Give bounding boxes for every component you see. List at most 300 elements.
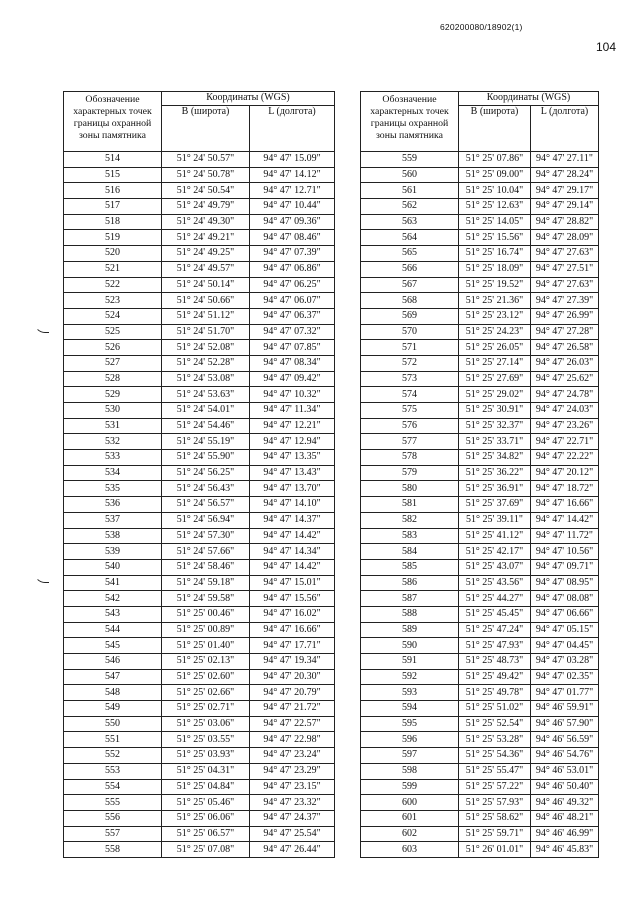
latitude-cell: 51° 24' 56.57" (162, 497, 250, 513)
table-row (64, 418, 335, 434)
longitude-cell: 94° 47' 28.82" (531, 214, 599, 230)
longitude-cell: 94° 47' 15.01" (250, 575, 335, 591)
longitude-cell: 94° 47' 14.12" (250, 167, 335, 183)
table-row (361, 748, 599, 764)
point-id-cell: 593 (361, 685, 459, 701)
latitude-cell: 51° 25' 00.89" (162, 622, 250, 638)
longitude-cell: 94° 47' 29.17" (531, 183, 599, 199)
table-row (64, 622, 335, 638)
point-id-cell: 546 (64, 654, 162, 670)
table-row (361, 795, 599, 811)
latitude-cell: 51° 25' 02.66" (162, 685, 250, 701)
point-id-cell: 539 (64, 544, 162, 560)
table-row (64, 497, 335, 513)
point-id-cell: 594 (361, 701, 459, 717)
point-id-cell: 540 (64, 559, 162, 575)
table-row (361, 701, 599, 717)
longitude-cell: 94° 47' 14.42" (250, 559, 335, 575)
latitude-cell: 51° 25' 01.40" (162, 638, 250, 654)
point-id-cell: 590 (361, 638, 459, 654)
point-id-cell: 551 (64, 732, 162, 748)
table-row (64, 199, 335, 215)
table-row (361, 465, 599, 481)
longitude-cell: 94° 47' 14.34" (250, 544, 335, 560)
latitude-cell: 51° 25' 04.31" (162, 763, 250, 779)
latitude-cell: 51° 25' 36.22" (459, 465, 531, 481)
longitude-cell: 94° 47' 12.21" (250, 418, 335, 434)
point-id-cell: 538 (64, 528, 162, 544)
table-row (361, 497, 599, 513)
point-id-cell: 592 (361, 669, 459, 685)
latitude-cell: 51° 25' 44.27" (459, 591, 531, 607)
point-id-cell: 517 (64, 199, 162, 215)
table-row (361, 606, 599, 622)
point-id-cell: 534 (64, 465, 162, 481)
longitude-cell: 94° 47' 27.51" (531, 261, 599, 277)
table-row (361, 842, 599, 858)
latitude-cell: 51° 24' 53.08" (162, 371, 250, 387)
point-id-cell: 561 (361, 183, 459, 199)
latitude-cell: 51° 24' 49.57" (162, 261, 250, 277)
longitude-cell: 94° 46' 45.83" (531, 842, 599, 858)
latitude-cell: 51° 24' 56.43" (162, 481, 250, 497)
longitude-cell: 94° 47' 13.43" (250, 465, 335, 481)
longitude-cell: 94° 46' 48.21" (531, 810, 599, 826)
latitude-cell: 51° 25' 06.57" (162, 826, 250, 842)
table-row (361, 434, 599, 450)
longitude-cell: 94° 47' 02.35" (531, 669, 599, 685)
point-id-cell: 560 (361, 167, 459, 183)
point-id-cell: 532 (64, 434, 162, 450)
latitude-cell: 51° 25' 09.00" (459, 167, 531, 183)
longitude-cell: 94° 47' 28.09" (531, 230, 599, 246)
point-id-cell: 600 (361, 795, 459, 811)
point-id-cell: 556 (64, 810, 162, 826)
latitude-cell: 51° 25' 02.60" (162, 669, 250, 685)
longitude-cell: 94° 47' 09.42" (250, 371, 335, 387)
latitude-cell: 51° 25' 18.09" (459, 261, 531, 277)
point-id-cell: 547 (64, 669, 162, 685)
longitude-cell: 94° 47' 14.37" (250, 512, 335, 528)
point-id-cell: 585 (361, 559, 459, 575)
table-row (64, 544, 335, 560)
latitude-cell: 51° 25' 15.56" (459, 230, 531, 246)
table-row (64, 387, 335, 403)
point-id-cell: 602 (361, 826, 459, 842)
point-id-cell: 587 (361, 591, 459, 607)
table-row (361, 277, 599, 293)
point-id-cell: 576 (361, 418, 459, 434)
latitude-cell: 51° 25' 16.74" (459, 246, 531, 262)
table-row (64, 701, 335, 717)
longitude-cell: 94° 47' 10.56" (531, 544, 599, 560)
page-number: 104 (596, 40, 617, 54)
point-id-cell: 549 (64, 701, 162, 717)
point-label-header: Обозначение характерных точек границы охранной зоны памятника (361, 92, 459, 152)
point-id-cell: 555 (64, 795, 162, 811)
point-id-cell: 597 (361, 748, 459, 764)
point-id-cell: 548 (64, 685, 162, 701)
longitude-cell: 94° 47' 14.42" (250, 528, 335, 544)
longitude-cell: 94° 47' 23.29" (250, 763, 335, 779)
table-row (361, 308, 599, 324)
longitude-cell: 94° 47' 21.72" (250, 701, 335, 717)
longitude-cell: 94° 47' 15.56" (250, 591, 335, 607)
table-row (64, 434, 335, 450)
point-id-cell: 603 (361, 842, 459, 858)
latitude-cell: 51° 25' 57.22" (459, 779, 531, 795)
longitude-cell: 94° 47' 25.62" (531, 371, 599, 387)
longitude-cell: 94° 47' 04.45" (531, 638, 599, 654)
table-row (361, 669, 599, 685)
point-id-cell: 544 (64, 622, 162, 638)
latitude-cell: 51° 25' 02.71" (162, 701, 250, 717)
point-id-cell: 525 (64, 324, 162, 340)
longitude-cell: 94° 47' 27.63" (531, 277, 599, 293)
table-row (361, 183, 599, 199)
point-id-cell: 541 (64, 575, 162, 591)
table-row (361, 246, 599, 262)
latitude-cell: 51° 25' 21.36" (459, 293, 531, 309)
table-row (64, 183, 335, 199)
coordinates-table-left (63, 91, 335, 858)
latitude-cell: 51° 24' 51.12" (162, 308, 250, 324)
table-row (361, 450, 599, 466)
table-row (64, 559, 335, 575)
point-id-cell: 581 (361, 497, 459, 513)
point-id-cell: 588 (361, 606, 459, 622)
point-id-cell: 535 (64, 481, 162, 497)
table-row (64, 230, 335, 246)
longitude-cell: 94° 47' 07.39" (250, 246, 335, 262)
point-id-cell: 543 (64, 606, 162, 622)
table-row (64, 591, 335, 607)
latitude-cell: 51° 25' 52.54" (459, 716, 531, 732)
longitude-cell: 94° 47' 20.12" (531, 465, 599, 481)
longitude-cell: 94° 47' 11.72" (531, 528, 599, 544)
table-row (64, 606, 335, 622)
point-id-cell: 526 (64, 340, 162, 356)
latitude-cell: 51° 24' 53.63" (162, 387, 250, 403)
table-row (361, 559, 599, 575)
document-id: 620200080/18902(1) (440, 22, 523, 32)
longitude-cell: 94° 47' 23.24" (250, 748, 335, 764)
longitude-cell: 94° 46' 53.01" (531, 763, 599, 779)
table-row (64, 308, 335, 324)
longitude-cell: 94° 47' 26.44" (250, 842, 335, 858)
latitude-cell: 51° 25' 30.91" (459, 403, 531, 419)
longitude-cell: 94° 47' 22.57" (250, 716, 335, 732)
table-body-right (361, 152, 599, 858)
longitude-cell: 94° 47' 05.15" (531, 622, 599, 638)
latitude-cell: 51° 24' 52.08" (162, 340, 250, 356)
latitude-cell: 51° 25' 26.05" (459, 340, 531, 356)
latitude-cell: 51° 25' 58.62" (459, 810, 531, 826)
latitude-cell: 51° 25' 19.52" (459, 277, 531, 293)
latitude-cell: 51° 25' 55.47" (459, 763, 531, 779)
table-row (64, 669, 335, 685)
table-row (64, 481, 335, 497)
longitude-cell: 94° 47' 22.98" (250, 732, 335, 748)
table-row (361, 230, 599, 246)
latitude-cell: 51° 25' 53.28" (459, 732, 531, 748)
latitude-header: B (широта) (162, 105, 250, 151)
longitude-cell: 94° 47' 26.58" (531, 340, 599, 356)
point-id-cell: 515 (64, 167, 162, 183)
longitude-header: L (долгота) (250, 105, 335, 151)
table-row (361, 167, 599, 183)
point-id-cell: 573 (361, 371, 459, 387)
latitude-cell: 51° 24' 56.94" (162, 512, 250, 528)
margin-mark (34, 322, 49, 333)
latitude-cell: 51° 24' 52.28" (162, 355, 250, 371)
table-row (361, 512, 599, 528)
latitude-cell: 51° 24' 56.25" (162, 465, 250, 481)
latitude-cell: 51° 25' 00.46" (162, 606, 250, 622)
longitude-cell: 94° 46' 46.99" (531, 826, 599, 842)
longitude-cell: 94° 47' 20.79" (250, 685, 335, 701)
point-id-cell: 514 (64, 152, 162, 168)
table-row (361, 779, 599, 795)
longitude-cell: 94° 46' 49.32" (531, 795, 599, 811)
point-id-cell: 522 (64, 277, 162, 293)
point-id-cell: 572 (361, 355, 459, 371)
longitude-cell: 94° 47' 17.71" (250, 638, 335, 654)
point-id-cell: 570 (361, 324, 459, 340)
table-row (64, 763, 335, 779)
latitude-cell: 51° 25' 03.55" (162, 732, 250, 748)
point-id-cell: 521 (64, 261, 162, 277)
table-row (64, 638, 335, 654)
point-id-cell: 516 (64, 183, 162, 199)
latitude-cell: 51° 25' 14.05" (459, 214, 531, 230)
table-row (64, 450, 335, 466)
point-id-cell: 568 (361, 293, 459, 309)
table-row (361, 810, 599, 826)
latitude-cell: 51° 24' 54.46" (162, 418, 250, 434)
table-row (64, 403, 335, 419)
latitude-cell: 51° 25' 36.91" (459, 481, 531, 497)
latitude-cell: 51° 25' 43.07" (459, 559, 531, 575)
longitude-cell: 94° 47' 22.71" (531, 434, 599, 450)
longitude-cell: 94° 47' 16.66" (531, 497, 599, 513)
point-id-cell: 542 (64, 591, 162, 607)
longitude-cell: 94° 47' 06.07" (250, 293, 335, 309)
longitude-cell: 94° 47' 13.70" (250, 481, 335, 497)
longitude-cell: 94° 47' 07.32" (250, 324, 335, 340)
point-id-cell: 554 (64, 779, 162, 795)
point-id-cell: 578 (361, 450, 459, 466)
point-id-cell: 596 (361, 732, 459, 748)
table-row (64, 261, 335, 277)
latitude-cell: 51° 25' 03.93" (162, 748, 250, 764)
table-row (361, 387, 599, 403)
table-row (361, 654, 599, 670)
latitude-cell: 51° 25' 07.86" (459, 152, 531, 168)
point-id-cell: 601 (361, 810, 459, 826)
table-row (361, 622, 599, 638)
longitude-cell: 94° 47' 14.42" (531, 512, 599, 528)
longitude-cell: 94° 47' 18.72" (531, 481, 599, 497)
point-id-cell: 528 (64, 371, 162, 387)
table-row (64, 716, 335, 732)
table-row (64, 340, 335, 356)
latitude-cell: 51° 24' 51.70" (162, 324, 250, 340)
table-row (361, 481, 599, 497)
longitude-cell: 94° 46' 57.90" (531, 716, 599, 732)
latitude-cell: 51° 25' 49.42" (459, 669, 531, 685)
table-row (64, 795, 335, 811)
latitude-cell: 51° 25' 06.06" (162, 810, 250, 826)
latitude-cell: 51° 24' 54.01" (162, 403, 250, 419)
table-row (64, 528, 335, 544)
latitude-cell: 51° 25' 37.69" (459, 497, 531, 513)
table-row (361, 544, 599, 560)
table-row (361, 214, 599, 230)
point-id-cell: 559 (361, 152, 459, 168)
point-id-cell: 564 (361, 230, 459, 246)
latitude-cell: 51° 25' 02.13" (162, 654, 250, 670)
longitude-cell: 94° 47' 07.85" (250, 340, 335, 356)
longitude-cell: 94° 47' 24.03" (531, 403, 599, 419)
longitude-cell: 94° 47' 08.08" (531, 591, 599, 607)
table-row (361, 528, 599, 544)
longitude-cell: 94° 47' 27.28" (531, 324, 599, 340)
latitude-cell: 51° 24' 49.30" (162, 214, 250, 230)
table-row (64, 826, 335, 842)
longitude-cell: 94° 47' 09.36" (250, 214, 335, 230)
latitude-cell: 51° 25' 49.78" (459, 685, 531, 701)
longitude-cell: 94° 47' 08.46" (250, 230, 335, 246)
table-row (64, 748, 335, 764)
longitude-cell: 94° 47' 01.77" (531, 685, 599, 701)
coordinates-group-header: Координаты (WGS) (162, 92, 335, 106)
latitude-cell: 51° 24' 49.21" (162, 230, 250, 246)
table-row (64, 685, 335, 701)
latitude-cell: 51° 25' 10.04" (459, 183, 531, 199)
table-row (64, 779, 335, 795)
longitude-cell: 94° 47' 15.09" (250, 152, 335, 168)
point-id-cell: 591 (361, 654, 459, 670)
table-row (361, 826, 599, 842)
latitude-cell: 51° 24' 49.79" (162, 199, 250, 215)
latitude-cell: 51° 24' 57.30" (162, 528, 250, 544)
latitude-cell: 51° 25' 47.93" (459, 638, 531, 654)
table-row (64, 654, 335, 670)
longitude-cell: 94° 47' 23.26" (531, 418, 599, 434)
table-row (361, 403, 599, 419)
table-row (64, 246, 335, 262)
table-row (361, 199, 599, 215)
point-id-cell: 589 (361, 622, 459, 638)
table-row (361, 371, 599, 387)
longitude-cell: 94° 47' 28.24" (531, 167, 599, 183)
longitude-cell: 94° 47' 26.03" (531, 355, 599, 371)
table-row (64, 152, 335, 168)
point-id-cell: 558 (64, 842, 162, 858)
table-row (64, 324, 335, 340)
point-id-cell: 518 (64, 214, 162, 230)
latitude-cell: 51° 24' 50.57" (162, 152, 250, 168)
point-id-cell: 537 (64, 512, 162, 528)
longitude-cell: 94° 47' 16.66" (250, 622, 335, 638)
longitude-cell: 94° 47' 23.15" (250, 779, 335, 795)
point-label-header: Обозначение характерных точек границы охранной зоны памятника (64, 92, 162, 152)
table-row (361, 324, 599, 340)
point-id-cell: 582 (361, 512, 459, 528)
latitude-cell: 51° 25' 47.24" (459, 622, 531, 638)
margin-mark (34, 572, 49, 583)
longitude-cell: 94° 46' 54.76" (531, 748, 599, 764)
longitude-cell: 94° 46' 56.59" (531, 732, 599, 748)
longitude-cell: 94° 47' 13.35" (250, 450, 335, 466)
longitude-cell: 94° 47' 08.34" (250, 355, 335, 371)
point-id-cell: 598 (361, 763, 459, 779)
table-row (64, 732, 335, 748)
table-row (361, 261, 599, 277)
longitude-cell: 94° 47' 03.28" (531, 654, 599, 670)
longitude-cell: 94° 47' 27.63" (531, 246, 599, 262)
longitude-cell: 94° 47' 12.94" (250, 434, 335, 450)
longitude-cell: 94° 47' 10.44" (250, 199, 335, 215)
latitude-cell: 51° 25' 32.37" (459, 418, 531, 434)
longitude-cell: 94° 47' 27.11" (531, 152, 599, 168)
longitude-header: L (долгота) (531, 105, 599, 151)
table-row (361, 732, 599, 748)
latitude-cell: 51° 24' 55.19" (162, 434, 250, 450)
latitude-cell: 51° 24' 49.25" (162, 246, 250, 262)
table-body-left (64, 152, 335, 858)
point-id-cell: 566 (361, 261, 459, 277)
longitude-cell: 94° 47' 16.02" (250, 606, 335, 622)
point-id-cell: 577 (361, 434, 459, 450)
point-id-cell: 569 (361, 308, 459, 324)
latitude-cell: 51° 25' 23.12" (459, 308, 531, 324)
latitude-cell: 51° 25' 48.73" (459, 654, 531, 670)
longitude-cell: 94° 46' 59.91" (531, 701, 599, 717)
latitude-cell: 51° 25' 04.84" (162, 779, 250, 795)
table-row (361, 418, 599, 434)
latitude-cell: 51° 25' 34.82" (459, 450, 531, 466)
point-id-cell: 583 (361, 528, 459, 544)
latitude-cell: 51° 24' 50.54" (162, 183, 250, 199)
latitude-cell: 51° 24' 50.66" (162, 293, 250, 309)
point-id-cell: 557 (64, 826, 162, 842)
point-id-cell: 565 (361, 246, 459, 262)
point-id-cell: 595 (361, 716, 459, 732)
longitude-cell: 94° 47' 10.32" (250, 387, 335, 403)
latitude-cell: 51° 25' 42.17" (459, 544, 531, 560)
latitude-cell: 51° 25' 24.23" (459, 324, 531, 340)
point-id-cell: 523 (64, 293, 162, 309)
point-id-cell: 529 (64, 387, 162, 403)
point-id-cell: 563 (361, 214, 459, 230)
point-id-cell: 536 (64, 497, 162, 513)
latitude-cell: 51° 25' 07.08" (162, 842, 250, 858)
point-id-cell: 519 (64, 230, 162, 246)
latitude-cell: 51° 25' 57.93" (459, 795, 531, 811)
latitude-cell: 51° 25' 51.02" (459, 701, 531, 717)
longitude-cell: 94° 47' 27.39" (531, 293, 599, 309)
latitude-cell: 51° 26' 01.01" (459, 842, 531, 858)
point-id-cell: 562 (361, 199, 459, 215)
point-id-cell: 571 (361, 340, 459, 356)
latitude-cell: 51° 24' 59.58" (162, 591, 250, 607)
longitude-cell: 94° 47' 06.25" (250, 277, 335, 293)
latitude-cell: 51° 24' 50.78" (162, 167, 250, 183)
longitude-cell: 94° 47' 11.34" (250, 403, 335, 419)
point-id-cell: 586 (361, 575, 459, 591)
